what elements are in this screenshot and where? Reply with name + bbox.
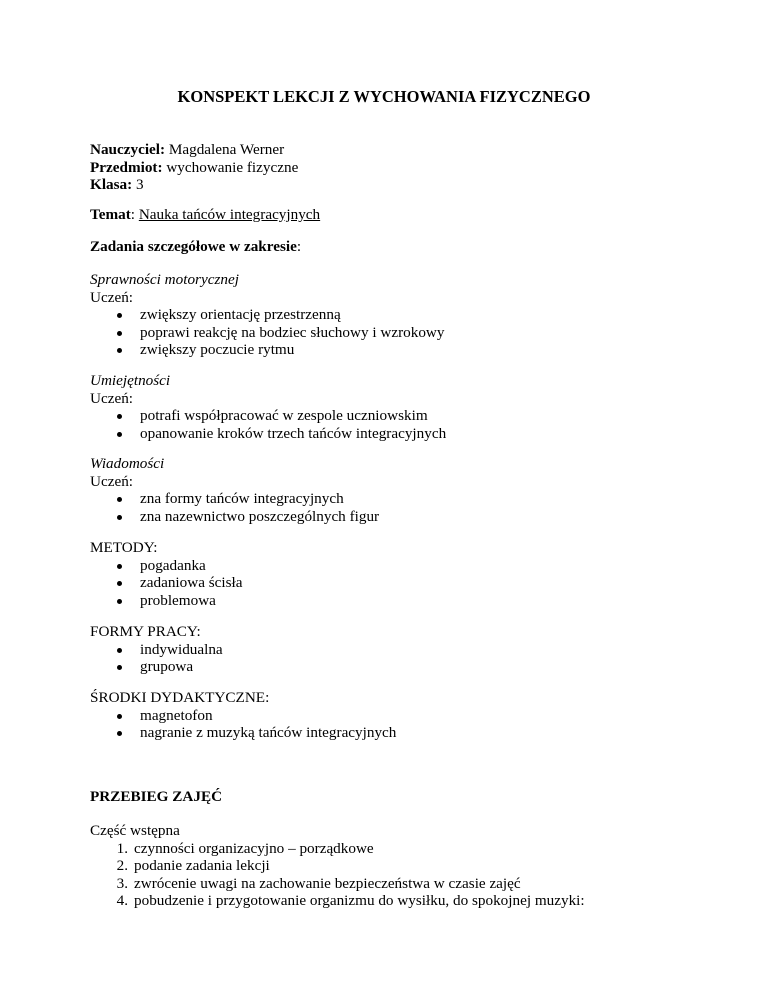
- forms-section: [90, 623, 710, 676]
- tasks-heading-colon: :: [296, 238, 302, 255]
- list-item-text: czynności organizacyjno – porządkowe: [134, 839, 374, 857]
- list-item: [90, 341, 710, 359]
- tasks-heading: [90, 238, 710, 256]
- list-number: 4.: [116, 892, 128, 909]
- list-item: [90, 592, 710, 610]
- forms-heading: FORMY PRACY:: [90, 623, 201, 640]
- lesson-info: [90, 141, 710, 194]
- section-sub: Uczeń:: [90, 389, 134, 407]
- list-item-text: indywidualna: [140, 640, 223, 658]
- teacher-value: Magdalena Werner: [165, 141, 285, 158]
- class-line: [90, 176, 710, 194]
- section-heading: Wiadomości: [90, 455, 165, 472]
- section-sub: Uczeń:: [90, 472, 134, 490]
- section-skills: [90, 372, 710, 442]
- section-motor: [90, 271, 710, 359]
- section-sub: Uczeń:: [90, 288, 134, 306]
- section-heading: Umiejętności: [90, 372, 171, 389]
- section-heading: Sprawności motorycznej: [90, 271, 239, 288]
- list-item-text: podanie zadania lekcji: [134, 857, 270, 874]
- tasks-heading-label: Zadania szczegółowe w zakresie: [90, 238, 297, 255]
- topic-separator: :: [130, 206, 139, 223]
- list-item: [90, 425, 710, 443]
- list-item: [90, 306, 710, 324]
- course-heading-text: PRZEBIEG ZAJĘĆ: [90, 788, 223, 805]
- aids-section: [90, 689, 710, 742]
- subject-label: Przedmiot:: [90, 158, 163, 176]
- list-item-text: poprawi reakcję na bodziec słuchowy i wzrokowy: [140, 323, 445, 341]
- class-label: Klasa:: [90, 176, 133, 193]
- list-item: [90, 574, 710, 592]
- list-item: [90, 658, 710, 676]
- list-item-text: zna formy tańców integracyjnych: [140, 490, 344, 507]
- list-number: 1.: [116, 839, 128, 857]
- methods-heading: METODY:: [90, 539, 158, 556]
- list-item: [90, 857, 710, 875]
- subject-value: wychowanie fizyczne: [162, 158, 299, 176]
- list-item-text: nagranie z muzyką tańców integracyjnych: [140, 724, 397, 741]
- list-item: [90, 407, 710, 425]
- list-item: [90, 557, 710, 575]
- list-item-text: zna nazewnictwo poszczególnych figur: [140, 507, 380, 525]
- course-heading: [90, 788, 710, 806]
- list-item-text: zwiększy poczucie rytmu: [140, 341, 295, 358]
- bullet-list: [90, 490, 710, 525]
- class-value: 3: [132, 176, 144, 193]
- methods-section: [90, 539, 710, 609]
- document-title: KONSPEKT LEKCJI Z WYCHOWANIA FIZYCZNEGO: [177, 87, 591, 106]
- list-item-text: zadaniowa ścisła: [140, 574, 243, 591]
- list-item: [90, 490, 710, 508]
- list-item-text: problemowa: [140, 591, 216, 609]
- list-item: [90, 508, 710, 526]
- list-item-text: grupowa: [140, 658, 194, 675]
- topic-line: [90, 206, 710, 224]
- list-item-text: zwiększy orientację przestrzenną: [140, 306, 341, 323]
- list-item-text: opanowanie kroków trzech tańców integracyjnych: [140, 424, 447, 442]
- list-item-text: potrafi współpracować w zespole uczniowskim: [140, 407, 428, 424]
- bullet-list: [90, 306, 710, 359]
- aids-heading: ŚRODKI DYDAKTYCZNE:: [90, 689, 270, 706]
- bullet-list: [90, 407, 710, 442]
- list-item: [90, 324, 710, 342]
- list-item-text: magnetofon: [140, 706, 213, 724]
- list-item: [90, 892, 710, 910]
- course-part: Część wstępna: [90, 822, 180, 839]
- bullet-list: [90, 557, 710, 610]
- list-item: [90, 641, 710, 659]
- bullet-list: [90, 641, 710, 676]
- teacher-label: Nauczyciel:: [90, 141, 166, 158]
- list-number: 2.: [116, 857, 128, 874]
- list-item: [90, 707, 710, 725]
- list-item: [90, 724, 710, 742]
- topic-value: Nauka tańców integracyjnych: [138, 206, 321, 223]
- list-number: 3.: [116, 874, 128, 892]
- list-item: [90, 875, 710, 893]
- topic-label: Temat: [90, 206, 131, 223]
- numbered-list: [90, 840, 710, 910]
- list-item: [90, 840, 710, 858]
- list-item-text: pogadanka: [140, 556, 206, 574]
- course-section: [90, 822, 710, 910]
- list-item-text: zwrócenie uwagi na zachowanie bezpieczeństwa w czasie zajęć: [134, 874, 521, 892]
- bullet-list: [90, 707, 710, 742]
- teacher-line: [90, 141, 710, 159]
- section-knowledge: [90, 455, 710, 525]
- subject-line: [90, 159, 710, 177]
- list-item-text: pobudzenie i przygotowanie organizmu do wysiłku, do spokojnej muzyki:: [134, 892, 585, 909]
